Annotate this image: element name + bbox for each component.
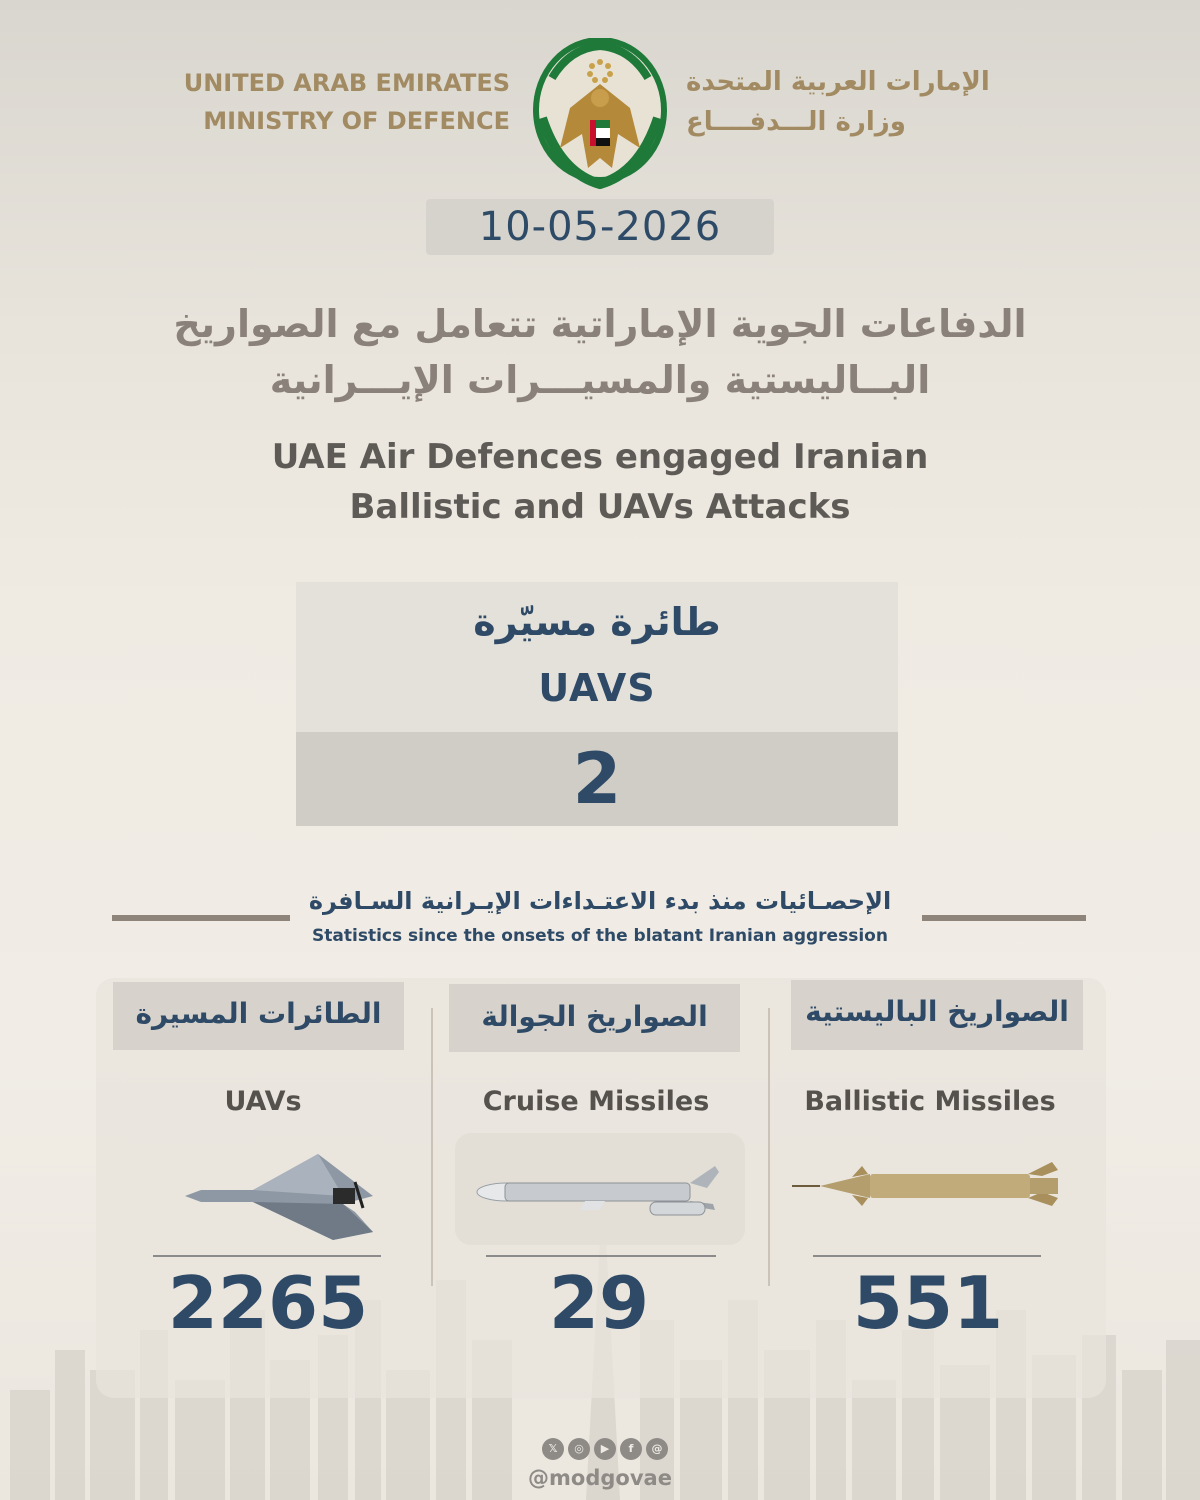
- ballistic-total-value: 551: [852, 1261, 1004, 1345]
- divider-right: [922, 915, 1086, 921]
- headline-en-line1: UAE Air Defences engaged Iranian: [271, 437, 929, 477]
- date-badge: 10-05-2026: [426, 199, 774, 255]
- instagram-icon[interactable]: ◎: [568, 1438, 590, 1460]
- uav-label-ar: الطائرات المسيرة: [135, 997, 382, 1030]
- cruise-label-en: Cruise Missiles: [482, 1086, 710, 1117]
- cruise-missile-icon: [475, 1158, 725, 1224]
- headline-en: [100, 432, 1100, 532]
- stats-title-ar: الإحصـائيات منذ بدء الاعتـداءات الإيـرانية السـافرة: [308, 887, 892, 915]
- column-separator: [768, 1008, 770, 1286]
- cruise-total-value: 29: [548, 1261, 650, 1345]
- ministry-name-en: [150, 64, 510, 140]
- ballistic-label-en: Ballistic Missiles: [804, 1086, 1056, 1117]
- ministry-name-ar: [686, 62, 1016, 142]
- facebook-icon[interactable]: f: [620, 1438, 642, 1460]
- ministry-title-en: MINISTRY OF DEFENCE: [203, 107, 510, 135]
- social-handle[interactable]: @modgovae: [528, 1466, 672, 1490]
- column-separator: [431, 1008, 433, 1286]
- threads-icon[interactable]: @: [646, 1438, 668, 1460]
- x-icon[interactable]: 𝕏: [542, 1438, 564, 1460]
- today-label-ar: طائرة مسيّرة: [473, 600, 721, 644]
- cruise-rule: [486, 1255, 716, 1257]
- cruise-label-ar: الصواريخ الجوالة: [481, 1000, 708, 1033]
- country-name-ar: الإمارات العربية المتحدة: [686, 67, 990, 97]
- divider-left: [112, 915, 290, 921]
- headline-ar-line1: الدفاعات الجوية الإماراتية تتعامل مع الصواريخ: [173, 302, 1027, 346]
- youtube-icon[interactable]: ▶: [594, 1438, 616, 1460]
- ministry-title-ar: وزارة الـــدفــــاع: [686, 107, 906, 137]
- headline-en-line2: Ballistic and UAVs Attacks: [349, 487, 851, 527]
- ballistic-missile-icon: [790, 1160, 1062, 1208]
- ballistic-rule: [813, 1255, 1041, 1257]
- uav-rule: [153, 1255, 381, 1257]
- today-count-value: 2: [572, 738, 622, 820]
- uav-label-en: UAVs: [224, 1086, 302, 1117]
- headline-ar-line2: البــاليستية والمسيـــرات الإيـــرانية: [269, 358, 931, 402]
- social-icons: [540, 1438, 670, 1464]
- today-label-en: UAVS: [538, 666, 656, 710]
- uav-total-value: 2265: [167, 1261, 369, 1345]
- ministry-emblem-logo: [530, 38, 670, 190]
- headline-ar: [100, 296, 1100, 408]
- drone-icon: [183, 1150, 378, 1245]
- ballistic-label-ar: الصواريخ الباليستية: [805, 995, 1069, 1028]
- country-name-en: UNITED ARAB EMIRATES: [183, 69, 510, 97]
- stats-title-en: Statistics since the onsets of the blatant Iranian aggression: [312, 926, 888, 946]
